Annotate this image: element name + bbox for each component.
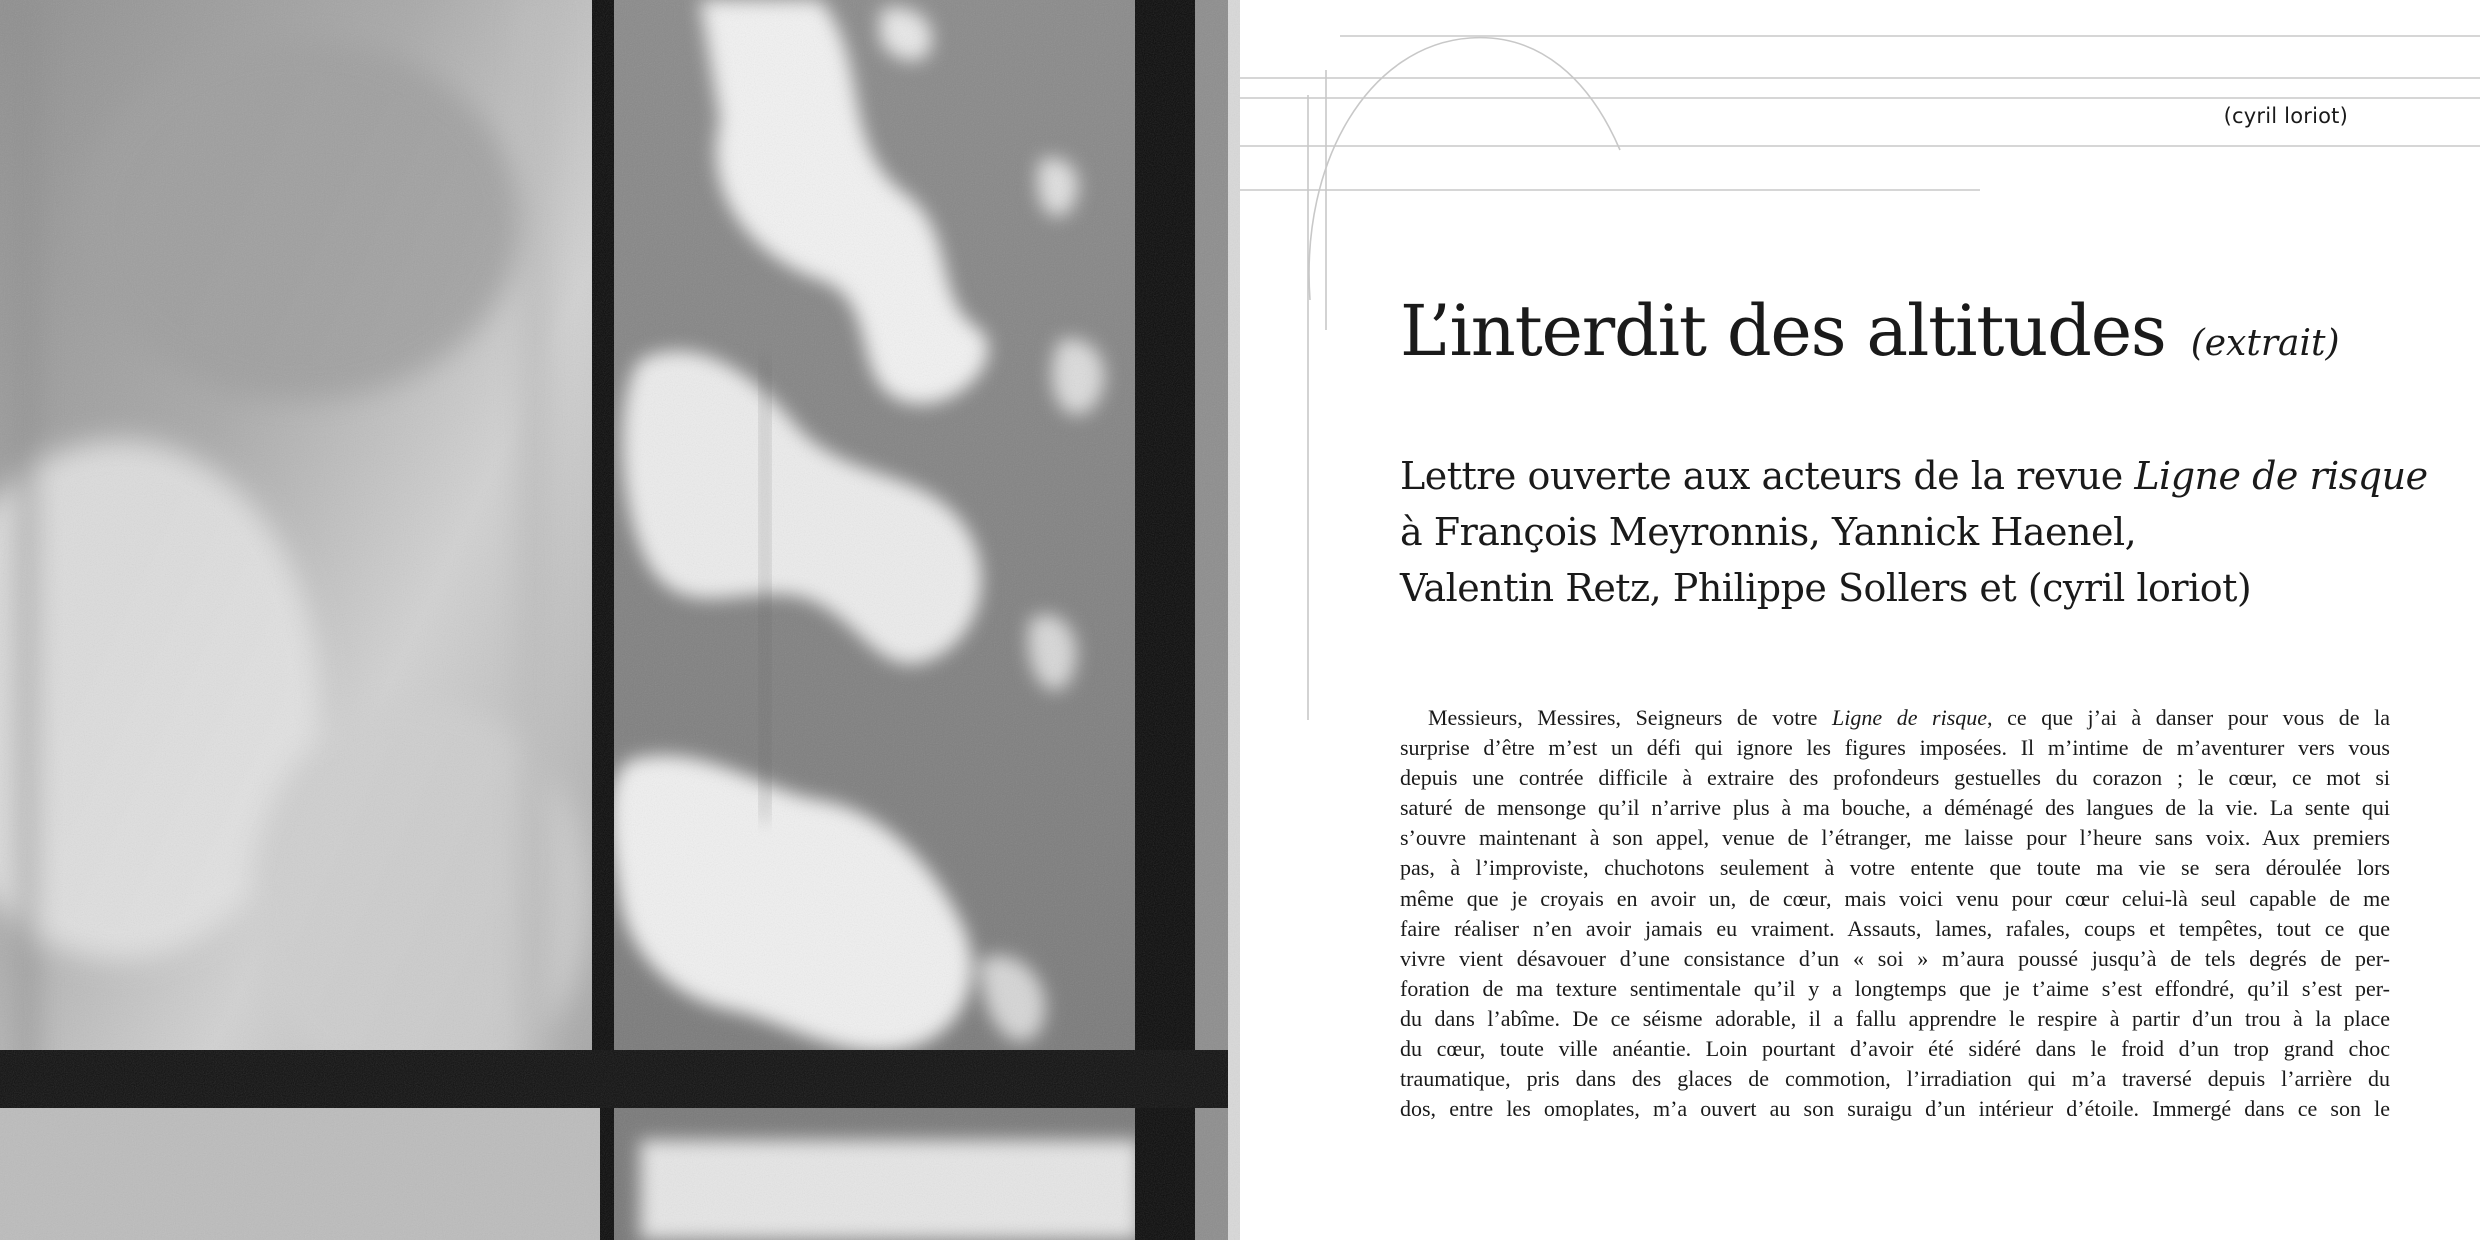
body-line: même que je croyais en avoir un, de cœur, mais voici venu pour cœur celui-là seul capable de me	[1400, 885, 2390, 911]
body-line: foration de ma texture sentimentale qu’il y a longtemps que je t’aime s’est effondré, qu’il s’est per-	[1400, 975, 2390, 1001]
body-line: saturé de mensonge qu’il n’arrive plus à ma bouche, a déménagé des langues de la vie. La sente qui	[1400, 795, 2390, 821]
subtitle-text: Lettre ouverte aux acteurs de la revue	[1400, 454, 2135, 498]
title-main: L’interdit des altitudes	[1400, 290, 2166, 372]
body-line: dos, entre les omoplates, m’a ouvert au son suraigu d’un intérieur d’étoile. Immergé dans ce son le	[1400, 1096, 2390, 1122]
body-line: pas, à l’improviste, chuchotons seulement à votre entente que toute ma vie se sera déroulée lors	[1400, 855, 2390, 881]
body-line: du dans l’abîme. De ce séisme adorable, il a fallu apprendre le respire à partir d’un trou à la place	[1400, 1005, 2390, 1031]
journal-name: Ligne de risque	[2134, 454, 2428, 498]
title-suffix: (extrait)	[2190, 323, 2340, 364]
body-line: vivre vient désavouer d’une consistance d’un « soi » m’aura poussé jusqu’à de tels degrés de per-	[1400, 945, 2390, 971]
subtitle-line: Valentin Retz, Philippe Sollers et (cyril loriot)	[1400, 566, 2252, 610]
body-text	[1400, 703, 2390, 1124]
subtitle-line: à François Meyronnis, Yannick Haenel,	[1400, 510, 2137, 554]
body-line: depuis une contrée difficile à extraire des profondeurs gestuelles du corazon ; le cœur, ce mot si	[1400, 765, 2390, 791]
body-line: traumatique, pris dans des glaces de commotion, l’irradiation qui m’a traversé depuis l’arrière du	[1400, 1066, 2390, 1092]
page-title	[1400, 290, 2340, 372]
subtitle-line	[1400, 448, 2428, 504]
journal-name: Ligne de risque	[1832, 705, 1988, 730]
body-text-segment: Messieurs, Messires, Seigneurs de votre	[1428, 705, 1833, 730]
subtitle	[1400, 448, 2428, 616]
author-tag: (cyril loriot)	[2223, 104, 2348, 128]
body-line: faire réaliser n’en avoir jamais eu vraiment. Assauts, lames, rafales, coups et tempêtes, tout ce que	[1400, 915, 2390, 941]
body-line	[1400, 703, 2390, 733]
body-line: surprise d’être m’est un défi qui ignore les figures imposées. Il m’intime de m’aventurer vers vous	[1400, 735, 2390, 761]
text-page	[1240, 0, 2480, 1240]
body-text-segment: , ce que j’ai à danser pour vous de la	[1987, 705, 2390, 730]
body-line: du cœur, toute ville anéantie. Loin pourtant d’avoir été sidéré dans le froid d’un trop grand choc	[1400, 1036, 2390, 1062]
body-line: s’ouvre maintenant à son appel, venue de l’étranger, me laisse pour l’heure sans voix. Aux premiers	[1400, 825, 2390, 851]
